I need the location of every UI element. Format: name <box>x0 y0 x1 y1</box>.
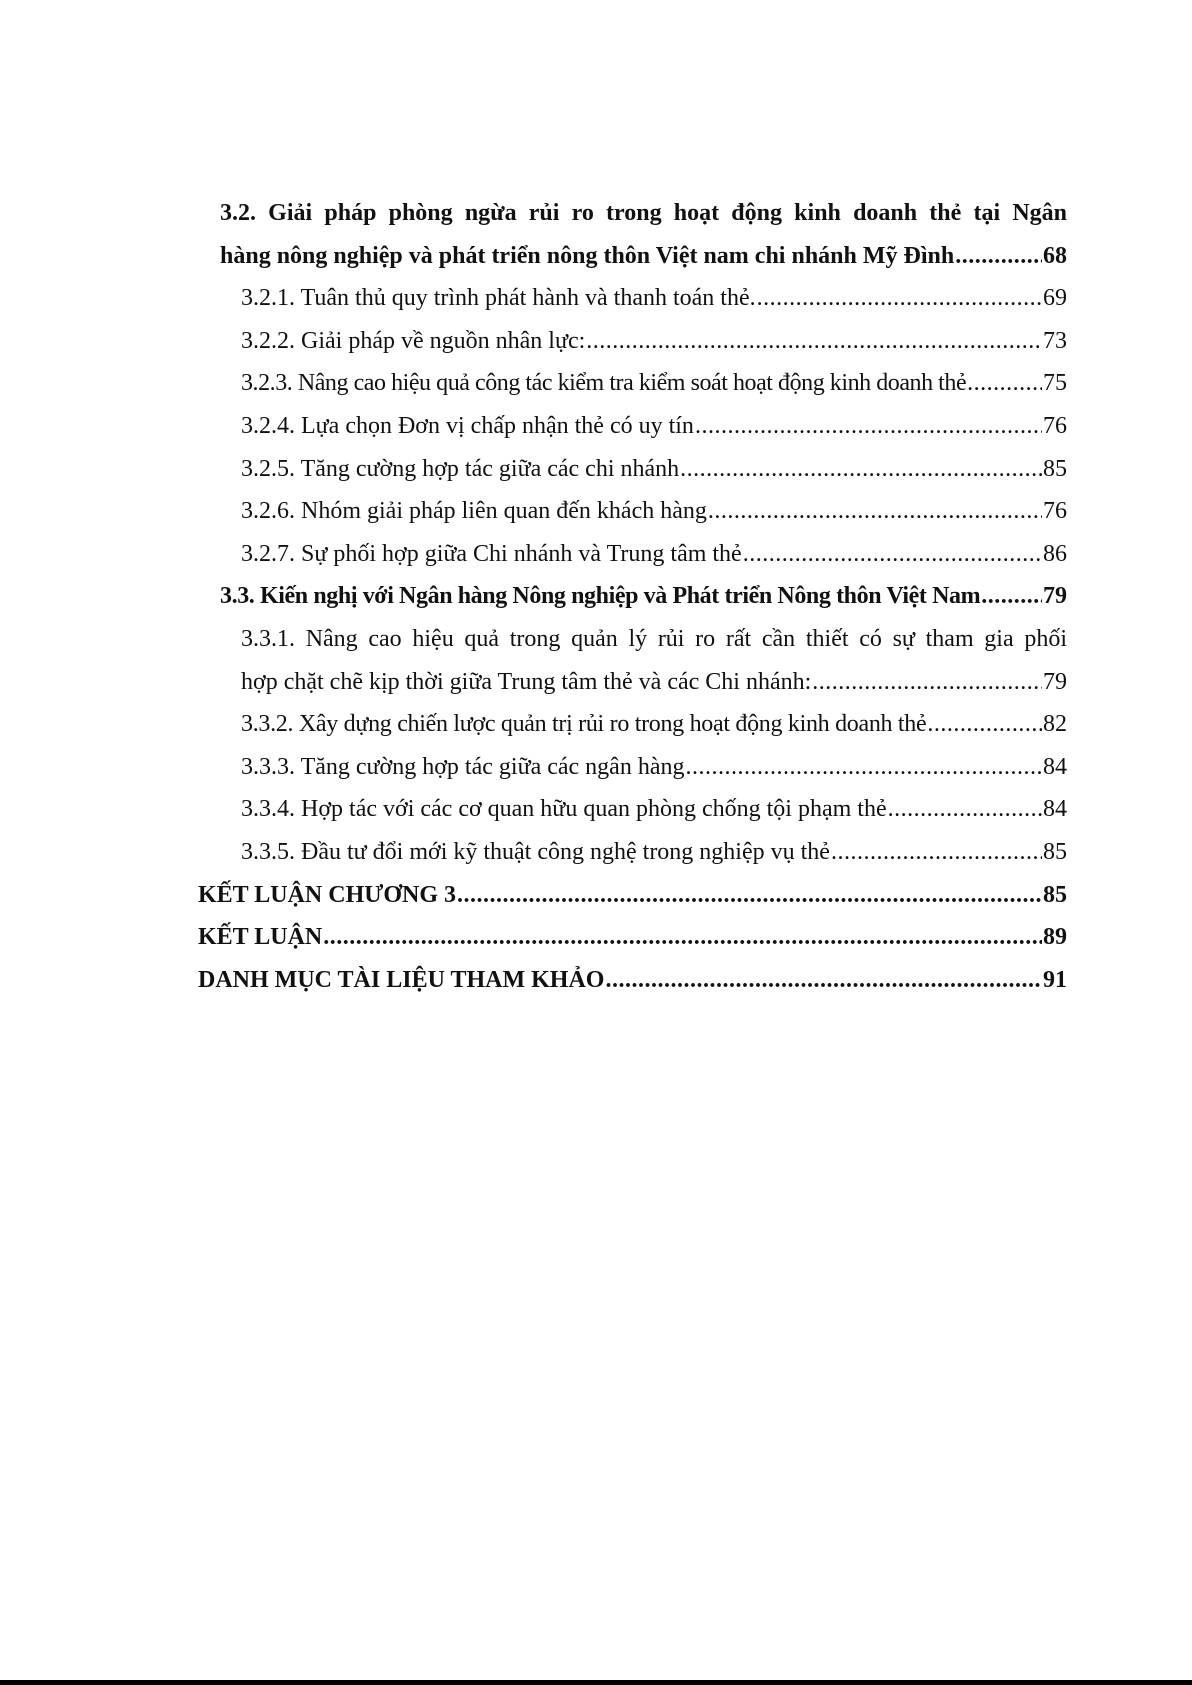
toc-page-number: 79 <box>1043 583 1067 610</box>
dot-leader <box>981 575 1042 618</box>
toc-page-number: 85 <box>1043 881 1067 908</box>
toc-page-number: 68 <box>1043 242 1067 269</box>
toc-entry-title: 3.2.3. Nâng cao hiệu quả công tác kiểm tra kiểm soát hoạt động kinh doanh thẻ <box>241 370 967 397</box>
toc-entry-title: 3.2.2. Giải pháp về nguồn nhân lực: <box>241 327 586 354</box>
toc-entry-title: 3.3.4. Hợp tác với các cơ quan hữu quan phòng chống tội phạm thẻ <box>241 796 887 823</box>
toc-page-number: 75 <box>1043 370 1067 397</box>
toc-entry-ket-luan <box>198 916 1067 959</box>
toc-entry-title: KẾT LUẬN CHƯƠNG 3 <box>198 881 457 908</box>
dot-leader <box>605 959 1042 1002</box>
toc-entry-title: KẾT LUẬN <box>198 924 323 951</box>
dot-leader <box>586 320 1042 363</box>
toc-entry-title: 3.2.1. Tuân thủ quy trình phát hành và thanh toán thẻ. <box>241 285 756 312</box>
dot-leader <box>708 490 1042 533</box>
dot-leader <box>955 235 1042 278</box>
toc-page-number: 85 <box>1043 455 1067 482</box>
toc-entry-3-3-5 <box>241 831 1067 874</box>
toc-entry-3-2-7 <box>241 533 1067 576</box>
dot-leader <box>685 746 1042 789</box>
toc-page-number: 84 <box>1043 796 1067 823</box>
dot-leader <box>457 874 1042 917</box>
toc-entry-3-2 <box>220 192 1067 277</box>
toc-page-number: 79 <box>1043 668 1067 695</box>
dot-leader <box>831 831 1042 874</box>
toc-page-number: 76 <box>1043 498 1067 525</box>
toc-entry-3-2-1 <box>241 277 1067 320</box>
toc-entry-title: 3.2.7. Sự phối hợp giữa Chi nhánh và Trung tâm thẻ <box>241 540 742 567</box>
dot-leader <box>812 661 1042 704</box>
toc-page-number: 89 <box>1043 924 1067 951</box>
toc-entry-danh-muc-tai-lieu <box>198 959 1067 1002</box>
toc-entry-3-3-2 <box>241 703 1067 746</box>
toc-entry-ket-luan-chuong-3 <box>198 874 1067 917</box>
dot-leader <box>323 916 1042 959</box>
toc-entry-title: 3.2.6. Nhóm giải pháp liên quan đến khách hàng <box>241 498 707 525</box>
toc-entry-3-2-6 <box>241 490 1067 533</box>
toc-entry-title: DANH MỤC TÀI LIỆU THAM KHẢO <box>198 966 605 993</box>
toc-page-number: 86 <box>1043 540 1067 567</box>
toc-entry-3-3-3 <box>241 746 1067 789</box>
toc-page-number: 76 <box>1043 412 1067 439</box>
dot-leader <box>743 533 1042 576</box>
toc-entry-3-2-3 <box>241 362 1067 405</box>
toc-entry-3-2-2 <box>241 320 1067 363</box>
dot-leader <box>888 788 1042 831</box>
toc-entry-title-line1: 3.2. Giải pháp phòng ngừa rủi ro trong hoạt động kinh doanh thẻ tại Ngân <box>220 200 1067 226</box>
toc-entry-title: 3.3.3. Tăng cường hợp tác giữa các ngân hàng <box>241 753 685 780</box>
toc-entry-title: 3.3.2. Xây dựng chiến lược quản trị rủi ro trong hoạt động kinh doanh thẻ <box>241 711 927 738</box>
toc-entry-title: 3.3. Kiến nghị với Ngân hàng Nông nghiệp và Phát triển Nông thôn Việt Nam <box>220 583 981 610</box>
toc-page-number: 91 <box>1043 966 1067 993</box>
dot-leader <box>695 405 1042 448</box>
dot-leader <box>927 703 1042 746</box>
toc-entry-title-line2: hàng nông nghiệp và phát triển nông thôn Việt nam chi nhánh Mỹ Đình <box>220 242 955 269</box>
toc-entry-title-line2: hợp chặt chẽ kịp thời giữa Trung tâm thẻ và các Chi nhánh: <box>241 668 812 695</box>
dot-leader <box>757 277 1042 320</box>
toc-entry-3-3 <box>220 575 1067 618</box>
toc-page-number: 84 <box>1043 753 1067 780</box>
toc-entry-title: 3.2.4. Lựa chọn Đơn vị chấp nhận thẻ có uy tín <box>241 412 694 439</box>
toc-entry-3-2-4 <box>241 405 1067 448</box>
toc-page-number: 69 <box>1043 285 1067 312</box>
dot-leader <box>680 448 1042 491</box>
toc-page-number: 73 <box>1043 327 1067 354</box>
toc-entry-title-line1: 3.3.1. Nâng cao hiệu quả trong quản lý rủi ro rất cần thiết có sự tham gia phối <box>241 625 1067 652</box>
toc-entry-3-2-5 <box>241 448 1067 491</box>
toc-entry-3-3-1 <box>241 618 1067 703</box>
toc-page-number: 85 <box>1043 838 1067 865</box>
page-bottom-edge <box>0 1680 1192 1685</box>
table-of-contents <box>0 192 1192 1001</box>
toc-entry-title: 3.2.5. Tăng cường hợp tác giữa các chi nhánh <box>241 455 680 482</box>
toc-entry-title: 3.3.5. Đầu tư đổi mới kỹ thuật công nghệ trong nghiệp vụ thẻ <box>241 838 830 865</box>
toc-page-number: 82 <box>1043 711 1067 738</box>
dot-leader <box>967 362 1042 405</box>
toc-entry-3-3-4 <box>241 788 1067 831</box>
